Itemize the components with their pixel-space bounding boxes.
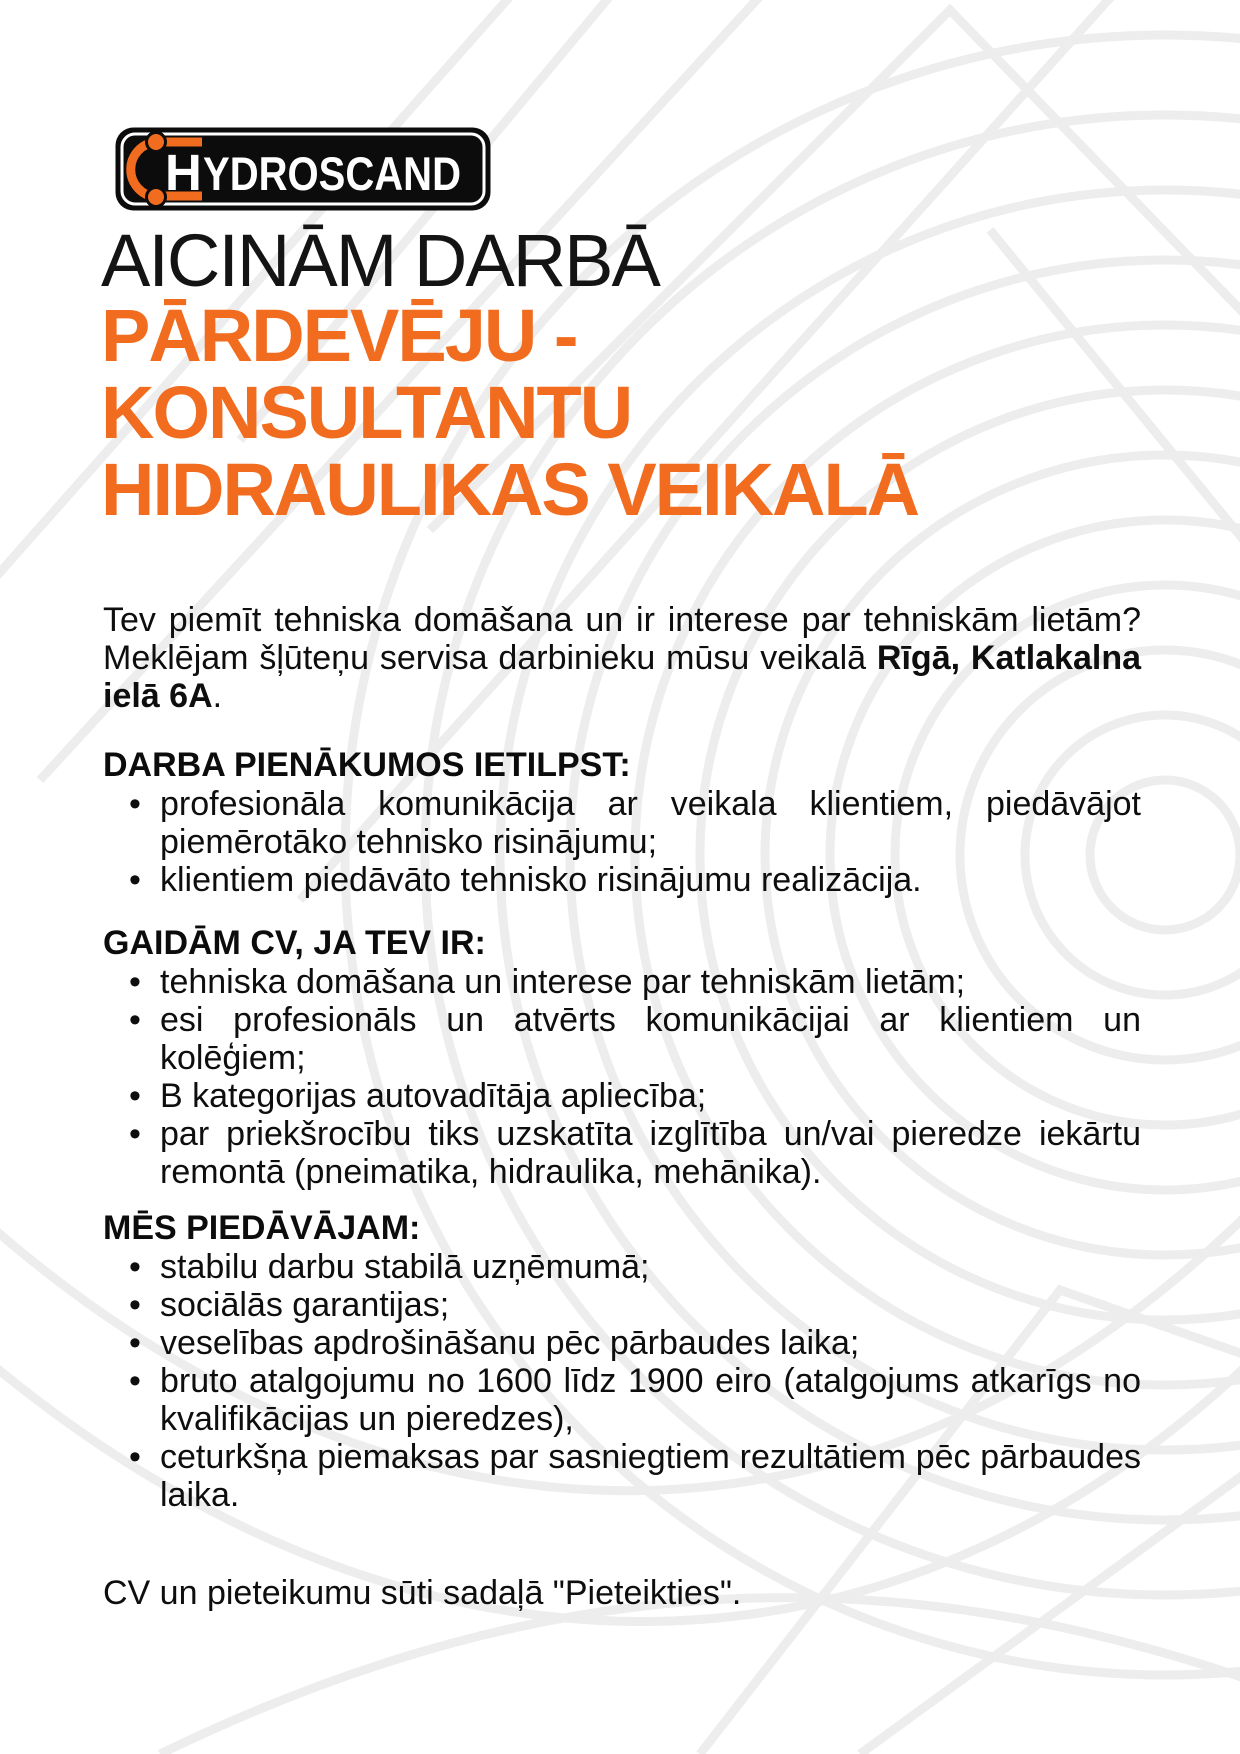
list-item: • veselības apdrošināšanu pēc pārbaudes laika; <box>103 1324 1141 1362</box>
intro-period: . <box>212 677 223 715</box>
apply-note: CV un pieteikumu sūti sadaļā "Pieteikties". <box>103 1574 742 1612</box>
section-offer-list <box>103 1248 1141 1514</box>
intro-paragraph <box>103 601 1141 715</box>
job-title <box>101 294 919 531</box>
list-item: • sociālās garantijas; <box>103 1286 1141 1324</box>
job-title-line-2: KONSULTANTU <box>101 371 632 454</box>
section-requirements <box>103 923 1141 1191</box>
section-offer-title: MĒS PIEDĀVĀJAM: <box>103 1209 421 1247</box>
section-duties-list <box>103 785 1141 899</box>
intro-text: Tev piemīt tehniska domāšana un ir interese par tehniskām lietām? Meklējam šļūteņu servisa darbinieku mūsu veikalā <box>103 601 1141 677</box>
section-offer <box>103 1208 1141 1514</box>
intro-address: Rīgā, Katlakalna ielā 6A <box>103 639 1142 715</box>
list-item: • bruto atalgojumu no 1600 līdz 1900 eiro (atalgojums atkarīgs no kvalifikācijas un pieredzes), <box>103 1362 1141 1438</box>
list-item: • profesionāla komunikācija ar veikala klientiem, piedāvājot piemērotāko tehnisko risinājumu; <box>103 785 1141 861</box>
job-title-line-3: HIDRAULIKAS VEIKALĀ <box>101 448 919 531</box>
list-item: • esi profesionāls un atvērts komunikācijai ar klientiem un kolēģiem; <box>103 1001 1141 1077</box>
job-title-line-1: PĀRDEVĒJU - <box>101 294 577 377</box>
pre-title: AICINĀM DARBĀ <box>101 219 659 302</box>
list-item: • B kategorijas autovadītāja apliecība; <box>103 1077 1141 1115</box>
logo-letter-h: H <box>165 144 202 201</box>
hydroscand-logo <box>113 125 493 213</box>
section-duties <box>103 745 1141 899</box>
list-item: • stabilu darbu stabilā uzņēmumā; <box>103 1248 1141 1286</box>
section-requirements-title: GAIDĀM CV, JA TEV IR: <box>103 924 486 962</box>
list-item: • tehniska domāšana un interese par tehniskām lietām; <box>103 963 1141 1001</box>
list-item: • par priekšrocību tiks uzskatīta izglītība un/vai pieredze iekārtu remontā (pneimatika, hidraulika, mehānika). <box>103 1115 1141 1191</box>
list-item: • ceturkšņa piemaksas par sasniegtiem rezultātiem pēc pārbaudes laika. <box>103 1438 1141 1514</box>
list-item: • klientiem piedāvāto tehnisko risinājumu realizācija. <box>103 861 1141 899</box>
section-requirements-list <box>103 963 1141 1191</box>
logo-wordmark: YDROSCAND <box>203 147 461 200</box>
section-duties-title: DARBA PIENĀKUMOS IETILPST: <box>103 746 631 784</box>
